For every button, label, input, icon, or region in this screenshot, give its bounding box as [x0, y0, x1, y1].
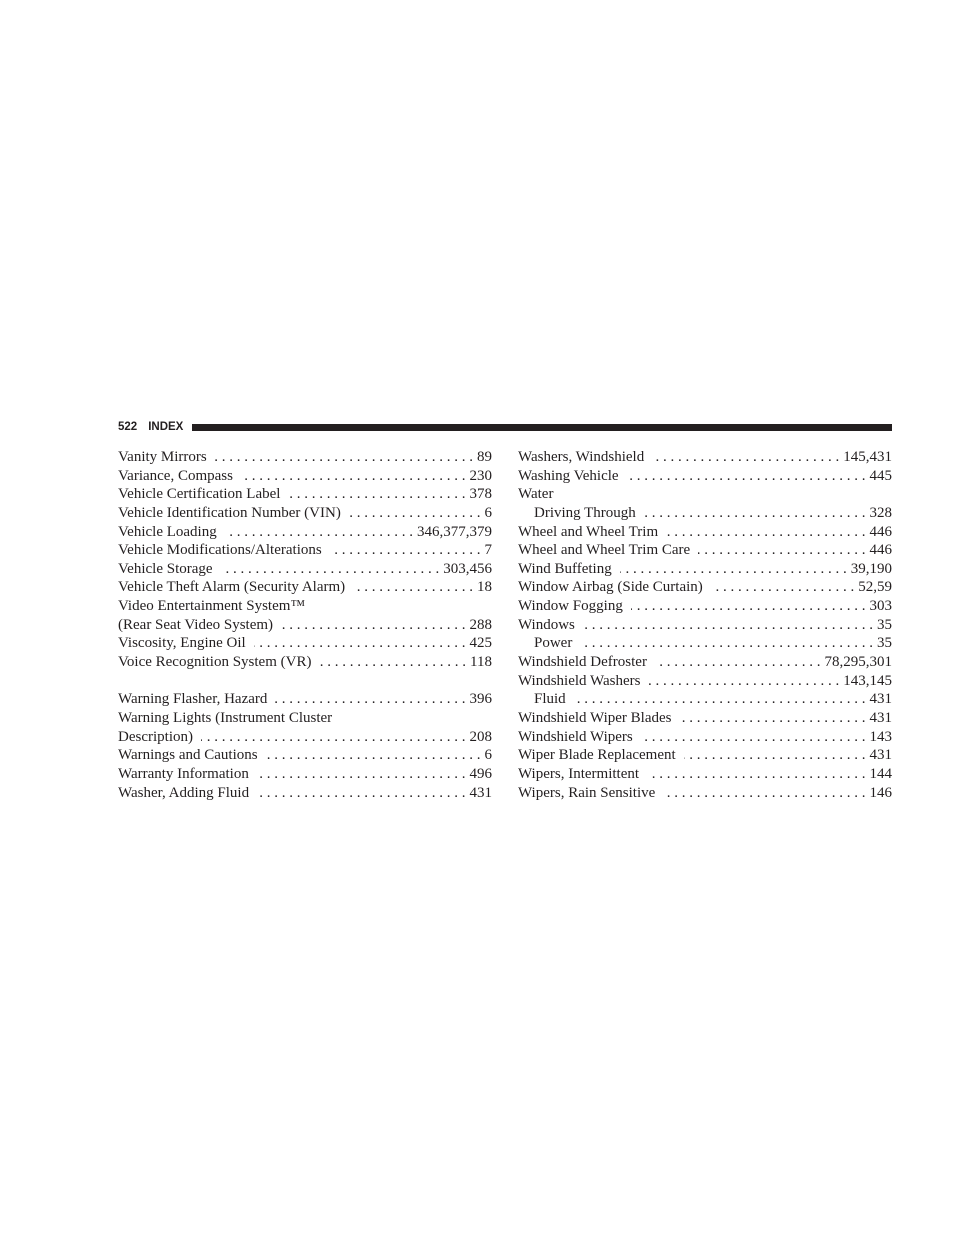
dot-leader — [201, 728, 466, 747]
index-term: Windshield Washers — [518, 672, 641, 689]
dot-leader — [225, 523, 413, 542]
dot-leader — [627, 467, 866, 486]
index-page-numbers: 143,145 — [843, 672, 892, 689]
index-page-numbers: 39,190 — [850, 560, 892, 577]
index-entry — [518, 448, 892, 467]
dot-leader — [684, 746, 866, 765]
header-rule — [192, 424, 892, 431]
index-page-numbers: 146 — [869, 784, 892, 801]
index-term: Wipers, Rain Sensitive — [518, 784, 656, 801]
dot-leader — [574, 690, 866, 709]
section-title: INDEX — [148, 421, 184, 433]
index-term: Warning Flasher, Hazard — [118, 691, 268, 708]
index-page-numbers: 431 — [869, 747, 892, 764]
index-entry — [518, 784, 892, 803]
index-page-numbers: 89 — [477, 449, 492, 465]
index-column-right — [518, 448, 892, 802]
index-page-numbers: 445 — [869, 467, 892, 484]
index-entry — [518, 523, 892, 542]
index-entry — [118, 784, 492, 803]
index-term: Washer, Adding Fluid — [118, 784, 250, 801]
index-page-numbers: 446 — [869, 523, 892, 540]
index-term: Windshield Wipers — [518, 728, 633, 745]
page-header — [118, 419, 892, 435]
dot-leader — [215, 448, 473, 467]
index-term: Wipers, Intermittent — [518, 765, 640, 782]
index-term: Windshield Defroster — [518, 654, 647, 671]
index-entry — [118, 709, 492, 728]
index-term: Viscosity, Engine Oil — [118, 635, 246, 652]
index-entry — [518, 578, 892, 597]
index-entry — [518, 672, 892, 691]
index-term: Fluid — [534, 691, 566, 708]
index-spacer — [118, 672, 492, 691]
dot-leader — [353, 578, 473, 597]
index-page-numbers: 288 — [469, 616, 492, 633]
index-term: Description) — [118, 728, 193, 745]
index-entry — [118, 448, 492, 467]
dot-leader — [221, 560, 440, 579]
index-entry — [518, 690, 892, 709]
index-column-left — [118, 448, 492, 802]
dot-leader — [663, 784, 865, 803]
dot-leader — [580, 634, 873, 653]
index-page-numbers: 52,59 — [858, 579, 892, 596]
dot-leader — [583, 616, 873, 635]
index-term: Vehicle Storage — [118, 560, 213, 577]
index-page-numbers: 145,431 — [843, 449, 892, 465]
index-page-numbers: 431 — [469, 784, 492, 801]
index-entry — [518, 467, 892, 486]
index-entry — [518, 616, 892, 635]
index-page-numbers: 6 — [484, 504, 492, 521]
index-entry — [118, 578, 492, 597]
index-term: Vehicle Theft Alarm (Security Alarm) — [118, 579, 346, 596]
index-page-numbers: 396 — [469, 691, 492, 708]
index-entry — [518, 653, 892, 672]
dot-leader — [655, 653, 821, 672]
index-page-numbers: 346,377,379 — [417, 523, 492, 540]
index-term: Vehicle Loading — [118, 523, 217, 540]
dot-leader — [241, 467, 466, 486]
dot-leader — [631, 597, 866, 616]
index-page-numbers: 431 — [869, 709, 892, 726]
dot-leader — [266, 746, 481, 765]
dot-leader — [647, 765, 865, 784]
index-page-numbers: 7 — [484, 542, 492, 559]
index-term: Voice Recognition System (VR) — [118, 654, 312, 671]
index-page-numbers: 35 — [877, 616, 892, 633]
index-entry — [118, 728, 492, 747]
index-term: Variance, Compass — [118, 467, 233, 484]
index-entry — [118, 597, 492, 616]
index-entry — [118, 746, 492, 765]
index-entry — [518, 541, 892, 560]
index-term: Window Fogging — [518, 598, 623, 615]
dot-leader — [648, 672, 839, 691]
index-entry — [118, 523, 492, 542]
index-entry — [518, 709, 892, 728]
index-entry — [118, 765, 492, 784]
dot-leader — [620, 560, 847, 579]
index-entry — [118, 560, 492, 579]
index-entry — [118, 504, 492, 523]
dot-leader — [641, 728, 866, 747]
index-page-numbers: 143 — [869, 728, 892, 745]
index-entry — [118, 653, 492, 672]
index-page-numbers: 328 — [869, 504, 892, 521]
dot-leader — [652, 448, 839, 467]
index-entry — [518, 765, 892, 784]
index-term: Driving Through — [534, 504, 636, 521]
index-page-numbers: 6 — [484, 747, 492, 764]
index-entry — [518, 728, 892, 747]
index-term: Vehicle Modifications/Alterations — [118, 542, 322, 559]
index-entry — [518, 504, 892, 523]
index-term: Windshield Wiper Blades — [518, 709, 672, 726]
dot-leader — [319, 653, 466, 672]
dot-leader — [330, 541, 481, 560]
index-term: Washers, Windshield — [518, 449, 645, 465]
dot-leader — [698, 541, 865, 560]
index-term: (Rear Seat Video System) — [118, 616, 274, 633]
dot-leader — [349, 504, 481, 523]
dot-leader — [257, 784, 465, 803]
index-page-numbers: 431 — [869, 691, 892, 708]
index-page-numbers: 118 — [470, 654, 492, 671]
index-page-numbers: 144 — [869, 765, 892, 782]
index-term: Vanity Mirrors — [118, 449, 207, 465]
index-entry — [518, 634, 892, 653]
index-term: Wheel and Wheel Trim Care — [518, 542, 691, 559]
index-term: Warranty Information — [118, 765, 249, 782]
index-page-numbers: 230 — [469, 467, 492, 484]
index-term: Warning Lights (Instrument Cluster — [118, 709, 333, 726]
index-entry — [118, 634, 492, 653]
index-entry — [518, 485, 892, 504]
dot-leader — [288, 485, 465, 504]
index-entry — [518, 597, 892, 616]
index-term: Warnings and Cautions — [118, 747, 258, 764]
index-page-numbers: 496 — [469, 765, 492, 782]
dot-leader — [257, 765, 466, 784]
index-term: Window Airbag (Side Curtain) — [518, 579, 703, 596]
index-term: Washing Vehicle — [518, 467, 619, 484]
dot-leader — [254, 634, 466, 653]
index-term: Water — [518, 486, 554, 503]
page-number: 522 — [118, 421, 138, 433]
index-page-numbers: 378 — [469, 486, 492, 503]
dot-leader — [680, 709, 866, 728]
index-term: Vehicle Identification Number (VIN) — [118, 504, 341, 521]
index-term: Vehicle Certification Label — [118, 486, 281, 503]
dot-leader — [275, 690, 465, 709]
index-entry — [518, 746, 892, 765]
index-entry — [118, 616, 492, 635]
index-page-numbers: 303,456 — [443, 560, 492, 577]
index-term: Video Entertainment System™ — [118, 598, 306, 615]
index-entry — [118, 690, 492, 709]
index-term: Wheel and Wheel Trim — [518, 523, 659, 540]
index-entry — [118, 467, 492, 486]
index-page-numbers: 208 — [469, 728, 492, 745]
dot-leader — [666, 523, 865, 542]
index-term: Wind Buffeting — [518, 560, 612, 577]
index-entry — [518, 560, 892, 579]
dot-leader — [281, 616, 465, 635]
index-entry — [118, 541, 492, 560]
index-page-numbers: 446 — [869, 542, 892, 559]
index-term: Wiper Blade Replacement — [518, 747, 676, 764]
index-page-numbers: 303 — [869, 598, 892, 615]
index-page-numbers: 78,295,301 — [824, 654, 892, 671]
index-term: Windows — [518, 616, 575, 633]
index-term: Power — [534, 635, 573, 652]
index-page-numbers: 18 — [477, 579, 492, 596]
dot-leader — [644, 504, 866, 523]
index-entry — [118, 485, 492, 504]
index-page-numbers: 425 — [469, 635, 492, 652]
index-page-numbers: 35 — [877, 635, 892, 652]
dot-leader — [711, 578, 854, 597]
